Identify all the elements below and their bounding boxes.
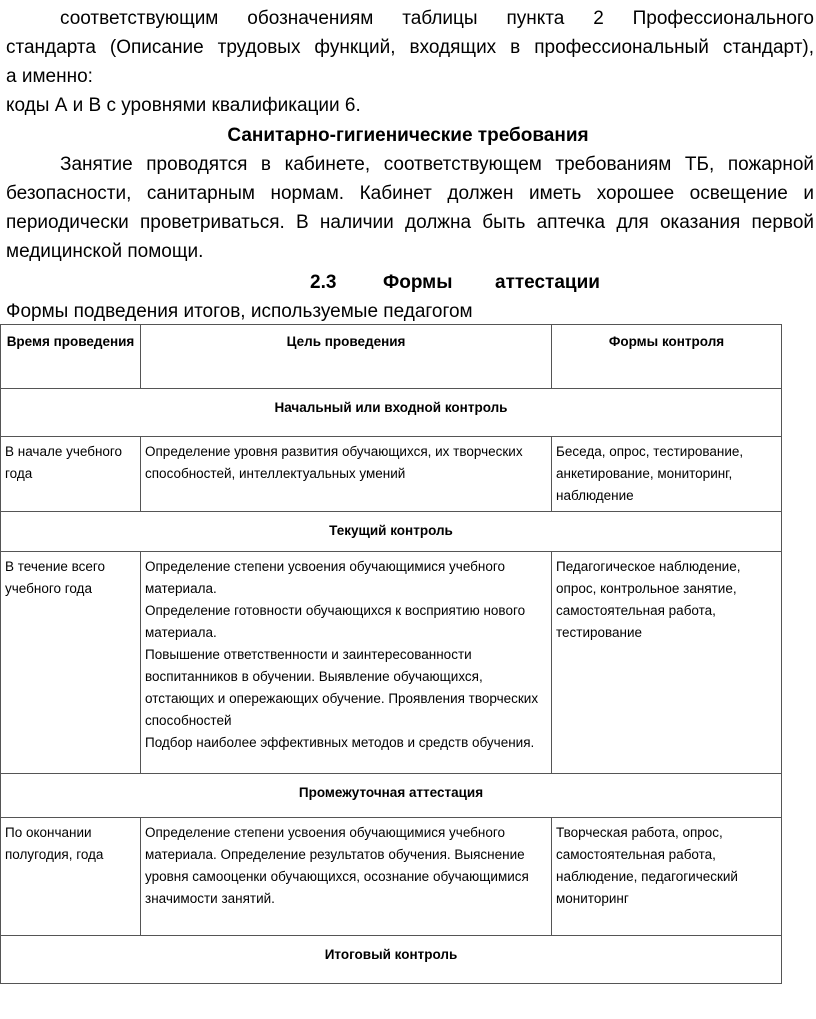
section-word-attestation: аттестации	[495, 272, 600, 293]
section-word-forms: Формы	[383, 272, 453, 293]
goal-line: Определение уровня развития обучающихся, их творческих способностей, интеллектуальных умений	[145, 444, 523, 481]
intro-line-4: коды А и В с уровнями квалификации 6.	[6, 95, 361, 116]
cell-goal	[141, 818, 552, 936]
header-goal: Цель проведения	[141, 325, 552, 389]
table-caption: Формы подведения итогов, используемые педагогом	[6, 301, 473, 322]
intro-line-3: а именно:	[6, 66, 93, 87]
cell-forms: Беседа, опрос, тестирование, анкетирование, мониторинг, наблюдение	[552, 437, 782, 512]
goal-line: Определение степени усвоения обучающимися учебного материала. Определение результатов обучения. Выяснение уровня самооценки обучающихся, осознание обучающимися значимости занятий.	[145, 825, 529, 906]
cell-forms: Педагогическое наблюдение, опрос, контрольное занятие, самостоятельная работа, тестирование	[552, 552, 782, 774]
cell-goal	[141, 437, 552, 512]
table-row	[1, 437, 782, 512]
intro-line-2: стандарта (Описание трудовых функций, входящих в профессиональный стандарт),	[6, 37, 814, 58]
section-title-initial: Начальный или входной контроль	[1, 389, 782, 437]
cell-time: В течение всего учебного года	[1, 552, 141, 774]
goal-line: Повышение ответственности и заинтересованности воспитанников в обучении. Выявление обучающихся, отстающих и опережающих обучение. Проявления творческих способностей	[145, 647, 539, 728]
goal-line: Определение степени усвоения обучающимися учебного материала.	[145, 559, 506, 596]
section-title-intermediate: Промежуточная аттестация	[1, 774, 782, 818]
sanitary-heading: Санитарно-гигиенические требования	[227, 125, 589, 146]
cell-forms: Творческая работа, опрос, самостоятельная работа, наблюдение, педагогический мониторинг	[552, 818, 782, 936]
assessment-table	[0, 324, 782, 984]
table-row	[1, 552, 782, 774]
section-row	[1, 389, 782, 437]
table-row	[1, 818, 782, 936]
section-row	[1, 774, 782, 818]
header-time: Время проведения	[1, 325, 141, 389]
section-title-final: Итоговый контроль	[1, 936, 782, 984]
section-row	[1, 512, 782, 552]
sanitary-text: Занятие проводятся в кабинете, соответствующем требованиям ТБ, пожарной безопасности, санитарным нормам. Кабинет должен иметь хорошее освещение и периодически проветриваться. В наличии должна быть аптечка для оказания первой медицинской помощи.	[6, 154, 814, 262]
cell-goal	[141, 552, 552, 774]
header-forms: Формы контроля	[552, 325, 782, 389]
goal-line: Подбор наиболее эффективных методов и средств обучения.	[145, 735, 535, 750]
cell-time: По окончании полугодия, года	[1, 818, 141, 936]
goal-line: Определение готовности обучающихся к восприятию нового материала.	[145, 603, 526, 640]
section-number: 2.3	[310, 272, 337, 293]
table-header-row	[1, 325, 782, 389]
section-title-current: Текущий контроль	[1, 512, 782, 552]
intro-line-1: соответствующим обозначениям таблицы пункта 2 Профессионального	[60, 8, 814, 29]
cell-time: В начале учебного года	[1, 437, 141, 512]
section-row	[1, 936, 782, 984]
